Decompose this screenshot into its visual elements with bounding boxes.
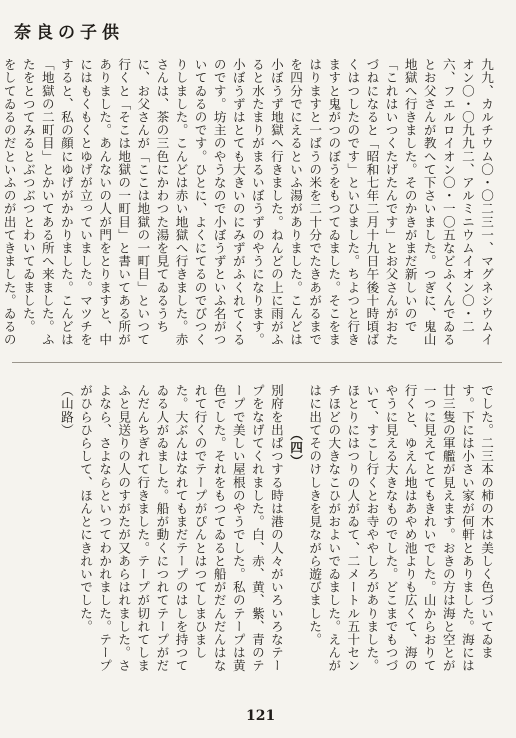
paragraph: をしてゐるのだといふのが出てきました。ゐるの	[1, 58, 17, 347]
paragraph: 別府を出ぱつする時は港の人々がいろいろなテープをなげてくれました。白、赤、黄、紫、青のテープで美しい屋根のやうでした。私のテープは黄色でした。それをもつてゐると船がだんだんはなれて行くのでテープがぴんとはつてしまひました。大ぶんはなれてもまだテープのはしを持つてゐる人がゐました。船が動くにつれてテープがだんだんちぎれて行きました。テープが切れてしまふと見送りの人のすがたが又あらはれました。さよなら、さよならといつてわかれました。テープがひらひらして、ほんとにきれいでした。	[78, 384, 284, 673]
page-number: 121	[246, 708, 276, 724]
paragraph: でした。二三本の柿の木は美しく色づいてゐます。下には小さい家が何軒とありました。海には廿三隻の軍艦が見えます。おきの方は海と空とが一つに見えてとてもきれいでした。山からおりて行くと、ゆえん地はあやめ池よりも広くて、海のやうに見える大きなものでした。どこまでもつづいて、すこし行くとお寺ややしろがありました。ほとりにはつりの人がゐて、二メートル五十センチほどの大きなこひがおよいでゐました。えんがはに出てそのけしきを見ながら遊びました。	[307, 384, 494, 673]
author-signature: （山路）	[58, 384, 74, 437]
top-tier-text	[1, 58, 496, 348]
paragraph: 九九、カルチウム〇・〇二三一、マグネシウムイオン〇・〇九九二、アルミニウムイオン〇・二六、フエルロイオン〇・一〇五などふくんでゐるとお父さんが教へて下さいました。つぎに、鬼山地獄へ行きました。そのかきがまだ新しいので「これはいつくたげたんです」とお父さんがおたづねになると「昭和七年二月十九日午後十時頃ばくはつしたのです」といひました。ちよつと行きますと鬼がつのぼうをもつてゐました。そこをまはりますと一ばうの米を二十分でたきあがるまでを四分でにえるといふ湯がありました。こんどは小ぼうず地獄へ行きました。ねんどの上に雨がふると水たまりがまるいぼうずのやうになります。小ぼうずはとても大きいのにみずがふくれてくるのです。坊主のやうなので小ぼうずといふ名がついてゐるのです。ひとに、よくにてるのでびつくりしました。こんどは赤い地獄へ行きました。赤さんは、茶の三色にかわつた湯を見てゐるうちに、お父さんが「ここは地獄の一町目」といつて行くと「そこは地獄の一町目」と書いてある所がありました。あんないの人が門をとりますと、中にはもくもくとゆげが立っていました。マツチをすると、私の顔にゆげがかかりました。こんどは「地獄の二町目」とかいてある所へ来ました。ふたをとつてみるとぶつぶつとわいてゐました。	[20, 58, 494, 347]
bottom-tier-text	[6, 384, 496, 674]
tier-divider	[12, 362, 502, 363]
running-title: 奈良の子供	[14, 23, 124, 43]
section-heading: （四）	[288, 428, 304, 468]
